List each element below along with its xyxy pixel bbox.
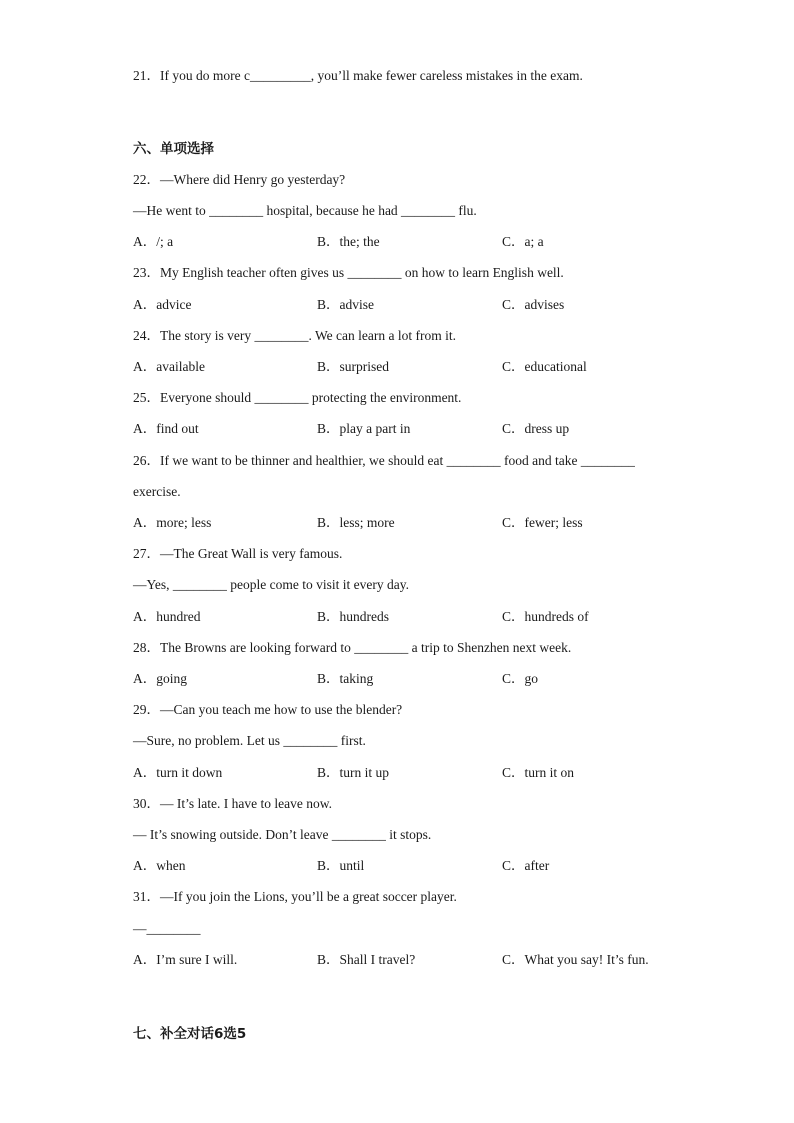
question-31-option-c: C．What you say! It’s fun. [502,952,649,967]
question-27-line2: —Yes, ________ people come to visit it every day. [133,577,409,592]
question-23-option-c: C．advises [502,297,565,312]
question-29-stem: 29．—Can you teach me how to use the blender? [133,702,403,717]
question-29-option-b: B．turn it up [317,765,390,780]
question-28-stem: 28．The Browns are looking forward to ________ a trip to Shenzhen next week. [133,640,572,655]
question-30-stem: 30．— It’s late. I have to leave now. [133,796,332,811]
question-22-stem: 22．—Where did Henry go yesterday? [133,172,346,187]
question-27-stem: 27．—The Great Wall is very famous. [133,546,343,561]
question-22-option-c: C．a; a [502,234,544,249]
question-29-option-c: C．turn it on [502,765,575,780]
question-21: 21．If you do more c_________, you’ll make fewer careless mistakes in the exam. [133,68,583,83]
question-23-stem: 23．My English teacher often gives us ________ on how to learn English well. [133,265,564,280]
question-23-option-b: B．advise [317,297,374,312]
question-23-option-a: A．advice [133,297,192,312]
question-24-option-a: A．available [133,359,205,374]
question-31-stem: 31．—If you join the Lions, you’ll be a great soccer player. [133,889,457,904]
section-7-title: 七、补全对话6选5 [133,1026,247,1042]
question-28-option-c: C．go [502,671,539,686]
question-25-option-b: B．play a part in [317,421,411,436]
question-30-line2: — It’s snowing outside. Don’t leave ________ it stops. [133,827,432,842]
question-30-option-c: C．after [502,858,550,873]
question-25-stem: 25．Everyone should ________ protecting the environment. [133,390,462,405]
question-24-option-b: B．surprised [317,359,389,374]
question-29-option-a: A．turn it down [133,765,223,780]
question-22-option-a: A．/; a [133,234,174,249]
question-31-line2: —________ [133,921,201,936]
question-27-option-b: B．hundreds [317,609,389,624]
question-22-option-b: B．the; the [317,234,380,249]
question-26-line2: exercise. [133,484,181,499]
question-29-line2: —Sure, no problem. Let us ________ first. [133,733,366,748]
question-31-option-a: A．I’m sure I will. [133,952,238,967]
question-25-option-a: A．find out [133,421,199,436]
question-26-option-c: C．fewer; less [502,515,583,530]
question-27-option-c: C．hundreds of [502,609,589,624]
question-26-stem: 26．If we want to be thinner and healthier, we should eat ________ food and take ________ [133,453,635,468]
question-27-option-a: A．hundred [133,609,201,624]
section-6-title: 六、单项选择 [133,141,214,157]
question-25-option-c: C．dress up [502,421,570,436]
question-30-option-b: B．until [317,858,365,873]
question-31-option-b: B．Shall I travel? [317,952,416,967]
question-24-option-c: C．educational [502,359,587,374]
question-24-stem: 24．The story is very ________. We can learn a lot from it. [133,328,456,343]
question-28-option-b: B．taking [317,671,374,686]
question-30-option-a: A．when [133,858,186,873]
question-26-option-a: A．more; less [133,515,212,530]
question-26-option-b: B．less; more [317,515,395,530]
question-28-option-a: A．going [133,671,187,686]
question-22-line2: —He went to ________ hospital, because he had ________ flu. [133,203,477,218]
